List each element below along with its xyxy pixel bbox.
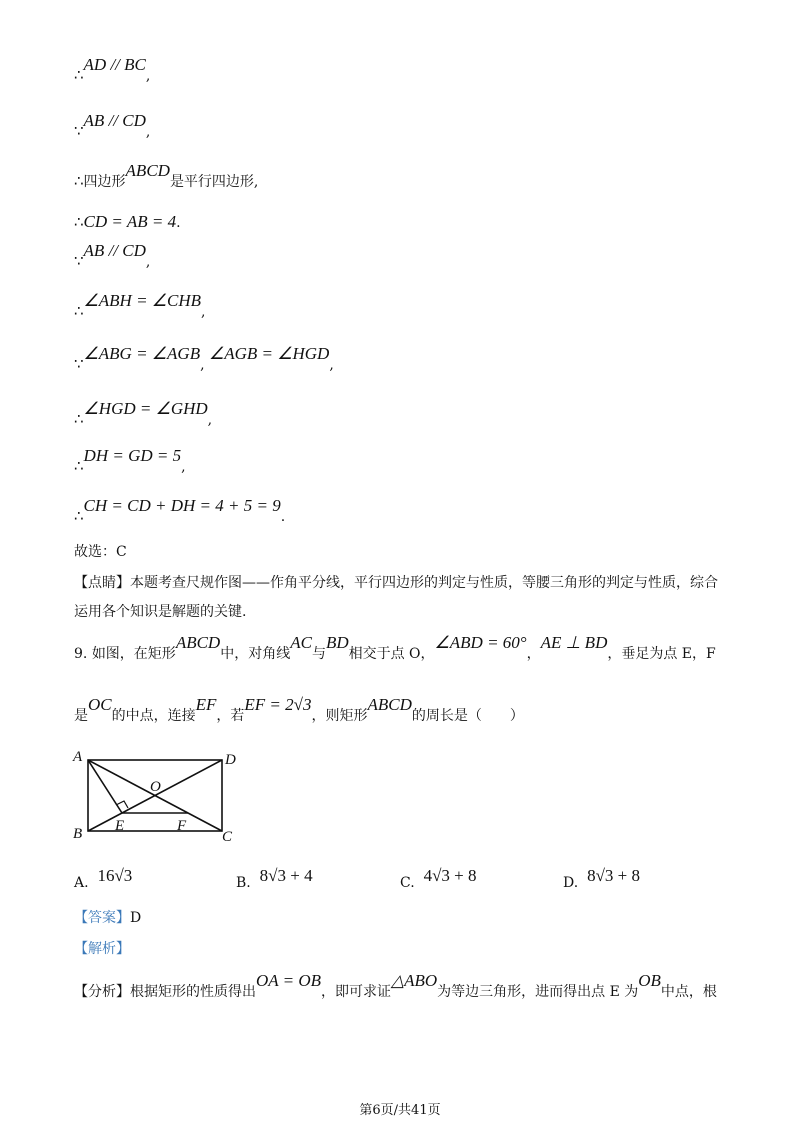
solution-line-1 (74, 55, 151, 85)
solution-line-2 (74, 111, 151, 141)
label-b: B (73, 826, 83, 842)
therefore-symbol: ∴ (74, 457, 84, 475)
because-symbol: ∵ (74, 122, 84, 140)
math-expression: ∠ABD = 60° (434, 633, 527, 652)
comment-label: 【点睛】 (74, 575, 130, 591)
fenxi-label: 【分析】 (74, 984, 130, 1000)
solution-line-3 (74, 161, 259, 191)
solution-line-8 (74, 399, 213, 429)
analysis-line (74, 940, 130, 958)
answer-line (74, 909, 141, 927)
fenxi-line (74, 971, 717, 1001)
analysis-label: 【解析】 (74, 941, 130, 957)
solution-line-4 (74, 213, 181, 232)
label-a: A (73, 749, 83, 765)
therefore-symbol: ∴ (74, 302, 84, 320)
punctuation: , (329, 357, 334, 373)
solution-line-9 (74, 446, 186, 476)
option-value: 8√3 + 4 (259, 866, 313, 885)
option-letter: B. (236, 875, 251, 891)
math-expression: △ABO (391, 971, 438, 990)
text: 相交于点 O， (348, 646, 435, 662)
question-number: 9. (74, 646, 88, 662)
solution-line-7 (74, 344, 334, 374)
answer-value: D (130, 910, 142, 926)
math-expression: CD = AB = 4 (83, 212, 177, 231)
punctuation: . (176, 215, 181, 231)
punctuation: . (280, 509, 286, 525)
label-f: F (177, 818, 187, 834)
math-expression: ABCD (367, 695, 412, 714)
answer-choice-line: 故选：C (74, 544, 127, 560)
math-expression: AC (290, 633, 312, 652)
text: 的周长是（ ） (411, 708, 524, 724)
math-expression: DH = GD = 5 (83, 446, 182, 465)
text: 四边形 (83, 174, 126, 190)
text: 为等边三角形，进而得出点 E 为 (437, 984, 639, 1000)
punctuation: , (200, 357, 205, 373)
because-symbol: ∵ (74, 355, 84, 373)
text: ，则矩形 (311, 708, 368, 724)
therefore-symbol: ∴ (74, 66, 84, 84)
option-value: 16√3 (97, 866, 133, 885)
punctuation: , (201, 304, 206, 320)
question-line-2 (74, 695, 524, 725)
option-a (74, 866, 133, 892)
text: 的中点，连接 (111, 708, 196, 724)
rectangle-figure (72, 748, 272, 848)
punctuation: , (181, 459, 186, 475)
therefore-symbol: ∴ (74, 507, 84, 525)
option-letter: C. (400, 875, 415, 891)
text: ， (526, 646, 541, 662)
text: 如图，在矩形 (91, 646, 176, 662)
math-expression: EF = 2√3 (244, 695, 312, 714)
math-expression: CH = CD + DH = 4 + 5 = 9 (83, 496, 281, 515)
comment-line-1 (74, 574, 718, 592)
math-expression: AD // BC (83, 55, 146, 74)
option-c (400, 866, 477, 892)
math-expression: AE ⊥ BD (540, 633, 608, 652)
therefore-symbol: ∴ (74, 172, 84, 190)
solution-line-5 (74, 241, 151, 271)
punctuation: , (145, 68, 151, 84)
option-value: 4√3 + 8 (423, 866, 477, 885)
math-expression: ABCD (175, 633, 221, 652)
math-expression: ABCD (125, 161, 170, 180)
comment-text: 本题考查尺规作图——作角平分线，平行四边形的判定与性质，等腰三角形的判定与性质，综合 (130, 575, 718, 591)
text: ，若 (216, 708, 245, 724)
page-footer: 第6页/共41页 (359, 1103, 441, 1118)
label-d: D (225, 752, 236, 768)
punctuation: , (145, 124, 151, 140)
solution-line-10 (74, 496, 286, 526)
math-expression: ∠ABG = ∠AGB (83, 344, 201, 363)
question-line-1 (74, 633, 716, 663)
math-expression: ∠AGB = ∠HGD (209, 344, 330, 363)
math-expression: ∠ABH = ∠CHB (83, 291, 202, 310)
text: 是 (74, 708, 88, 724)
math-expression: EF (195, 695, 217, 714)
math-expression: OA = OB (256, 971, 321, 990)
text: 是平行四边形, (169, 174, 259, 190)
text: 与 (311, 646, 326, 662)
punctuation: , (207, 412, 213, 428)
label-e: E (115, 818, 125, 834)
math-expression: AB // CD (83, 241, 146, 260)
because-symbol: ∵ (74, 252, 84, 270)
label-o: O (150, 779, 161, 795)
option-letter: A. (74, 875, 89, 891)
comment-line-2: 运用各个知识是解题的关键. (74, 604, 247, 620)
text: 根据矩形的性质得出 (130, 984, 256, 1000)
text: 中，对角线 (220, 646, 291, 662)
therefore-symbol: ∴ (74, 410, 84, 428)
solution-line-6 (74, 291, 206, 321)
option-letter: D. (563, 875, 579, 891)
math-expression: BD (325, 633, 349, 652)
option-d (563, 866, 641, 892)
answer-label: 【答案】 (74, 910, 130, 926)
therefore-symbol: ∴ (74, 213, 84, 231)
text: ，即可求证 (321, 984, 391, 1000)
math-expression: ∠HGD = ∠GHD (83, 399, 208, 418)
option-b (236, 866, 313, 892)
text: 中点，根 (660, 984, 717, 1000)
punctuation: , (145, 254, 151, 270)
label-c: C (222, 829, 233, 845)
math-expression: AB // CD (83, 111, 146, 130)
option-value: 8√3 + 8 (587, 866, 641, 885)
math-expression: OB (638, 971, 661, 990)
math-expression: OC (88, 695, 112, 714)
text: ，垂足为点 E，F (607, 646, 716, 662)
